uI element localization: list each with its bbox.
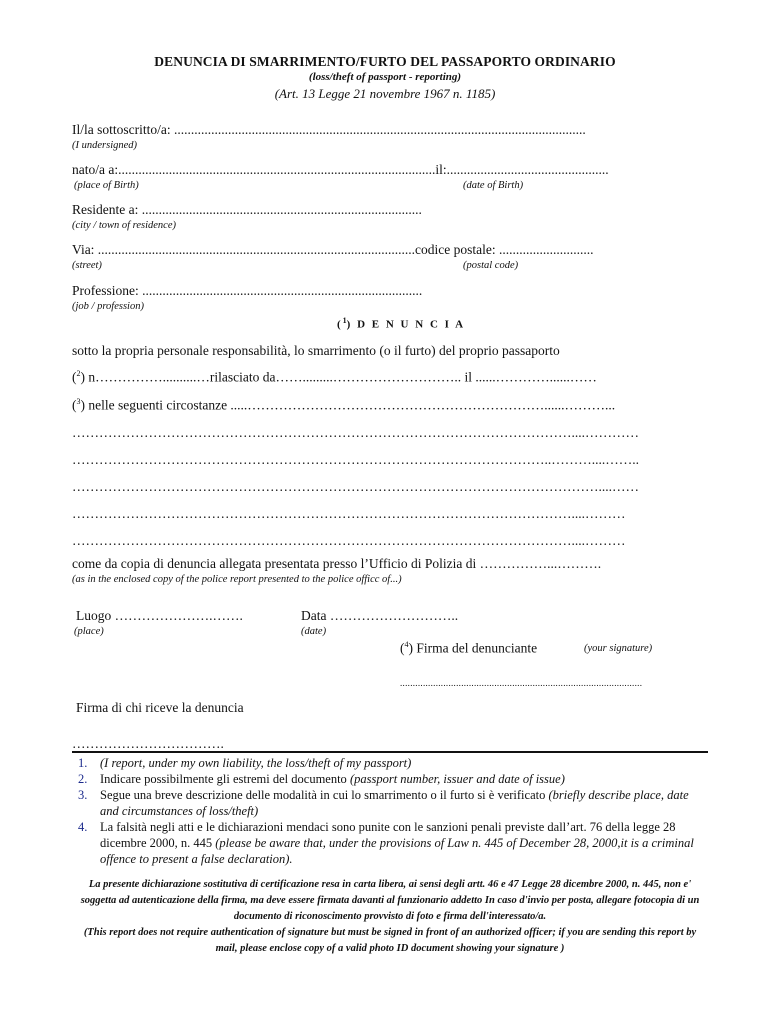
place-hint: (place) (74, 626, 104, 637)
receiver-label: Firma di chi riceve la denuncia (76, 700, 244, 715)
form-title: DENUNCIA DI SMARRIMENTO/FURTO DEL PASSAPORTO ORDINARIO (154, 54, 616, 69)
circumstances-line[interactable]: …………………………………………………………………………………………………....……… (72, 506, 626, 521)
date-of-birth-hint: (date of Birth) (463, 180, 524, 191)
footnote-number: 2. (78, 772, 88, 786)
street-hint: (street) (72, 260, 102, 271)
receiver-signature-line[interactable]: ……………………………. (72, 736, 224, 751)
footnote-item: 1. (I report, under my own liability, the loss/theft of my passport) (78, 756, 412, 770)
circumstances-field[interactable]: ($^3$) nelle seguenti circostanze .....…………………………………………………………......………... (72, 397, 616, 413)
form-subtitle: (loss/theft of passport - reporting) (308, 71, 462, 83)
police-office-hint: (as in the enclosed copy of the police report presented to the police officc of...) (72, 574, 402, 585)
residence-hint: (city / town of residence) (72, 220, 176, 231)
signer-signature-line[interactable]: ............................................................................................... (400, 678, 643, 688)
footnote-number: 4. (78, 820, 88, 834)
signer-hint: (your signature) (584, 643, 653, 654)
undersigned-hint: (I undersigned) (72, 140, 138, 151)
place-field[interactable]: Luogo ………………….……. (76, 608, 243, 623)
date-hint: (date) (301, 626, 327, 637)
circumstances-line[interactable]: ……………………………………………………………………………………………..………....…….. (72, 452, 639, 467)
footnote-number: 3. (78, 788, 88, 802)
job-field[interactable]: Professione: ................................................................................... (72, 283, 423, 298)
postal-code-hint: (postal code) (463, 260, 519, 271)
job-hint: (job / profession) (72, 301, 144, 312)
residence-field[interactable]: Residente a: ................................................................................... (72, 202, 422, 217)
legal-footer (72, 877, 708, 957)
law-reference: (Art. 13 Legge 21 novembre 1967 n. 1185) (274, 86, 496, 101)
statement-intro: sotto la propria personale responsabilità, lo smarrimento (o il furto) del proprio passaporto (72, 343, 560, 358)
passport-number-field[interactable]: ($^2$) n……………..........…rilasciato da…….........……………………….. il ......…………......…… (72, 369, 597, 385)
footnote-item: 2. Indicare possibilmente gli estremi del documento (passport number, issuer and date of issue) (78, 772, 565, 786)
signer-label: ($^4$) Firma del denunciante (400, 640, 538, 656)
notes-divider (72, 751, 708, 753)
circumstances-line[interactable]: …………………………………………………………………………………………………....………… (72, 425, 639, 440)
footnote-item: 3. Segue una breve descrizione delle modalità in cui lo smarrimento o il furto si è verificato (briefly describe place, date and circumstances of loss/theft) (78, 788, 689, 818)
footnote-number: 1. (78, 756, 88, 770)
circumstances-line[interactable]: ………………………………………………………………………………………………………....…… (72, 479, 639, 494)
footnote-item: 4. La falsità negli atti e le dichiarazioni mendaci sono punite con le sanzioni penali previste dall’art. 76 della legge 28 dicembre 2000, n. 445 (please be aware that, under the provisions of Law n. 445 of December 28, 2000,it is a criminal offence to present a false declaration). (78, 820, 694, 866)
denuncia-heading: ($^1$) D E N U N C I A (337, 316, 466, 331)
circumstances-line[interactable]: …………………………………………………………………………………………………....……… (72, 533, 626, 548)
place-of-birth-hint: (place of Birth) (74, 180, 139, 191)
footer-english-note: (This report does not require authentication of signature but must be signed in front of an authorized officer; if you are sending this report by mail, please enclose copy of a valid photo ID document showing your signature ) (83, 927, 697, 954)
undersigned-field[interactable]: Il/la sottoscritto/a: .......................................................................................................................... (72, 122, 586, 137)
date-field[interactable]: Data ……………………….. (301, 608, 459, 623)
footer-italian-note: La presente dichiarazione sostitutiva di certificazione resa in carta libera, ai sensi degli artt. 46 e 47 Legge 28 dicembre 2000, n. 445, non e' soggetta ad autenticazione della firma, ma deve essere firmata davanti al funzionario addetto In caso d'invio per posta, allegare fotocopia di un documento di riconoscimento provvisto di foto e firma dell'interessato/a. (80, 879, 700, 922)
birth-field[interactable]: nato/a a:..............................................................................................il:................................................ (72, 162, 609, 177)
footnotes (78, 755, 708, 867)
street-field[interactable]: Via: ..............................................................................................codice postale: ............................ (72, 242, 594, 257)
police-office-field[interactable]: come da copia di denuncia allegata presentata presso l’Ufficio di Polizia di ……………...………. (72, 556, 602, 571)
